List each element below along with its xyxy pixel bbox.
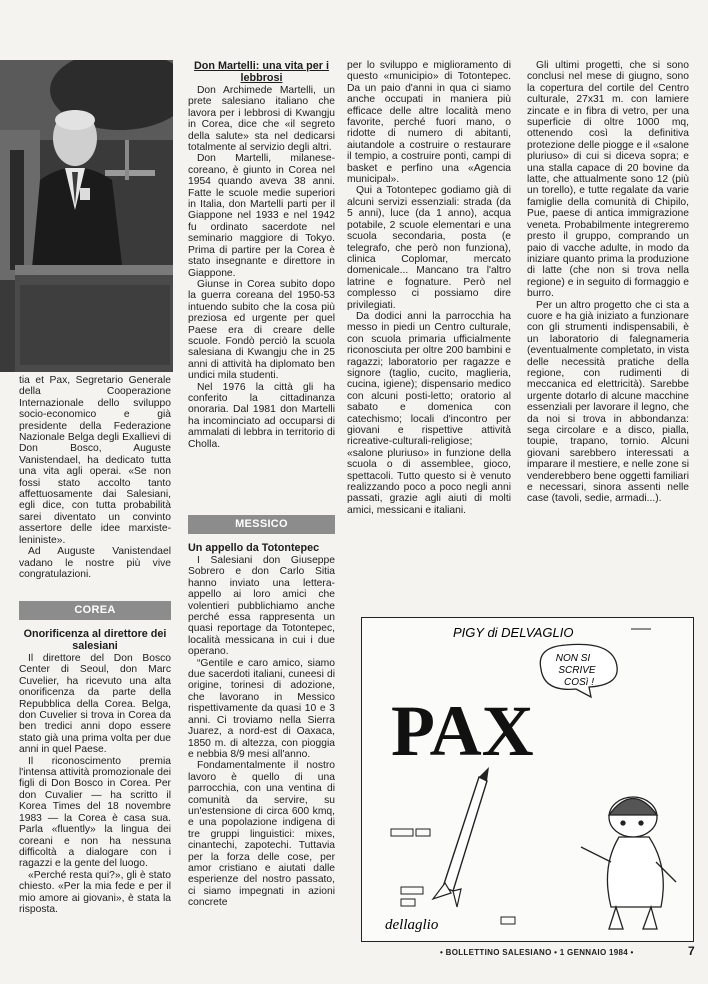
column-2-article (188, 542, 335, 909)
paragraph: Giunse in Corea subito dopo la guerra coreana del 1950-53 intuendo subito che la cosa più preziosa ed urgente per quel Paese era di creare delle scuole. Fondò perciò la scuola salesiana di Kwangju che in 25 anni di attività ha diplomato ben undici mila studenti. (188, 278, 335, 382)
section-band-messico: MESSICO (188, 515, 335, 534)
headline-onorificenza: Onorificenza al direttore dei salesiani (23, 628, 167, 652)
cartoon-drawing (361, 617, 694, 942)
speech-line-2: SCRIVE (558, 665, 596, 676)
column-1-article (19, 628, 171, 915)
headline-don-martelli: Don Martelli: una vita per i lebbrosi (194, 60, 329, 84)
paragraph: “Gentile e caro amico, siamo due sacerdoti italiani, cuneesi di origine, torinesi di adozione, che lavorano in Messico rispettivamente da quasi 10 e 3 anni. Ci troviamo nella Sierra Juarez, a nord-est di Oaxaca, 1850 m. di altezza, con pioggia e nebbia 8/9 mesi all'anno. (188, 657, 335, 760)
paragraph: per lo sviluppo e miglioramento di questo «municipio» di Totontepec. Da un paio d'anni in qua ci siamo anche occupati in maniera più efficace delle altre località meno favorite, perché fuori mano, o ridotte di numero di abitanti, aiutandole a costruire o restaurare il tempio, a costruire ponti, campi di basket e perfino una «Agencia municipal». (347, 60, 511, 186)
page-footer: • BOLLETTINO SALESIANO • 1 GENNAIO 1984 • (440, 948, 634, 957)
speech-line-3: COSì ! (563, 677, 595, 688)
cartoon-pax (361, 617, 694, 942)
cartoon-autograph: dellaglio (385, 917, 439, 933)
speech-line-1: NON SI (555, 653, 591, 664)
paragraph: Nel 1976 la città gli ha conferito la cittadinanza onoraria. Dal 1981 don Martelli ha incominciato ad occuparsi di ammalati di lebbra in territorio di Cholla. (188, 381, 335, 450)
paragraph: Gli ultimi progetti, che si sono conclusi nel mese di giugno, sono la copertura del cortile del Centro culturale, 27x31 m. con lamiere zincate e in fibra di vetro, per una superficie di oltre 1000 mq, ottenendo così la definitiva protezione delle piogge e il «salone pluriuso» di cui si diceva sopra; e una stalla capace di 20 bovine da latte, che attualmente sono 12 (più un torello), e tutte regalate da varie famiglie della comunità di Chipilo, Pue, paese di antica immigrazione veneta. Probabilmente integreremo presto il gruppo, comprando un paio di vacche adulte, in modo da iniziare quanto prima la produzione di latte (che non si trova nella regione) e in seguito di formaggio e burro. (527, 60, 689, 300)
page-number: 7 (688, 944, 695, 958)
column-1 (19, 375, 171, 580)
paragraph: Da dodici anni la parrocchia ha messo in piedi un Centro culturale, con scuola primaria ufficialmente riconosciuta per oltre 200 bambini e ragazzi; laboratorio per ragazze e signore (taglio, cucito, maglieria, cucina, igiene); dispensario medico con alcuni posti-letto; oratorio al sabato e domenica con catechismo; locali d'incontro per giovani e rispettive attività ricreative-culturali-religiose; «salone pluriuso» in funzione della scuola o di assemblee, gioco, spettacoli. Tutto questo si è venuto realizzando poco a poco negli anni passati, grazie agli aiuti di molti amici, messicani e italiani. (347, 310, 511, 516)
paragraph: Per un altro progetto che ci sta a cuore e ha già iniziato a funzionare con gli strumenti indispensabili, è un laboratorio di falegnameria (eventualmente completato, in vista delle necessità pratiche della regione, con rudimenti di meccanica ed elettricità). Sarebbe urgente dotarlo di alcune macchine essenziali per lavorare il legno, che da noi si trova in abbondanza: sega circolare e a disco, pialla, toupie, trapano, tornio. Alcuni giovani sarebbero interessati a imparare il mestiere, e nelle zone si venderebbero bene oggetti familiari e necessari, sinora assenti nelle case (tavoli, sedie, armadi...). (527, 299, 689, 505)
column-3 (347, 60, 511, 516)
speaker-photo (0, 60, 173, 372)
paragraph: Qui a Totontepec godiamo già di alcuni servizi essenziali: strada (da 5 anni), luce (da 1 anno), acqua potabile, 2 scuole elementari e una scuola secondaria, posta (e telegrafo, che però non funziona), clinica Coplomar, mercato domenicale... Mancano tra l'altro latrine e fognature. Però nel complesso ci possiamo dire privilegiati. (347, 185, 511, 311)
section-band-corea: COREA (19, 601, 171, 620)
paragraph: «Perché resta qui?», gli è stato chiesto. «Per la mia fede e per il mio amore ai giovani», è stata la risposta. (19, 869, 171, 915)
paragraph: Don Archimede Martelli, un prete salesiano italiano che lavora per i lebbrosi di Kwangju in Corea, dice che «il segreto della salute» sta nel dedicarsi totalmente al servizio degli altri. (188, 85, 335, 154)
pax-graffiti: PAX (391, 691, 534, 771)
paragraph: Fondamentalmente il nostro lavoro è quello di una parrocchia, con una ventina di comunità da servire, su un'estensione di circa 600 kmq, e una popolazione indigena di tre gruppi linguistici: mixes, cinantechi, zapotechi. Tuttavia per la forza delle cose, per amor cristiano e aiutati dalle esperienze del nostro passato, ci siamo impegnati in azioni concrete (188, 760, 335, 909)
headline-appello: Un appello da Totontepec (188, 542, 320, 554)
paragraph: I Salesiani don Giuseppe Sobrero e don Carlo Sitia hanno inviato una lettera-appello ai loro amici che volentieri pubblichiamo anche perché essa rappresenta un quasi reportage da Totontepec, località messicana in cui i due operano. (188, 555, 335, 658)
column-2 (188, 60, 335, 450)
photo-caption: tia et Pax, Segretario Generale della Cooperazione Internazionale dello sviluppo socio-economico e già presidente della Federazione Nazionale Belga degli Exallievi di Don Bosco, Auguste Vanistendael, ha dedicato tutta una vita agli operai. «Se non fossi stato accolto tanto affettuosamente dai Salesiani, egli dice, con tutta probabilità sarei diventato un convinto assertore delle idee marxiste-leniniste». (19, 375, 171, 546)
paragraph: Don Martelli, milanese-coreano, è giunto in Corea nel 1954 quando aveva 38 anni. Fatte le scuole medie superiori in Italia, don Martelli parti per il Giappone nel 1933 e nel 1942 fu ordinato sacerdote nel seminario maggiore di Tokyo. Prima di partire per la Corea è stato insegnante e direttore in Giappone. (188, 153, 335, 279)
cartoon-signature-top: PIGY di DELVAGLIO (453, 625, 574, 640)
paragraph: Il direttore del Don Bosco Center di Seoul, don Marc Cuvelier, ha ricevuto una alta onorificenza da parte della Repubblica della Corea. Belga, don Cuvelier si trova in Corea da ben tredici anni dopo essere stato già una prima volta per due anni in quel Paese. (19, 653, 171, 756)
speaker-photo-image (0, 60, 173, 372)
photo-caption-2: Ad Auguste Vanistendael vadano le nostre più vive congratulazioni. (19, 546, 171, 580)
column-4 (527, 60, 689, 505)
paragraph: Il riconoscimento premia l'intensa attività promozionale dei figli di Don Bosco in Corea. Per don Cuvalier — ha scritto il Korea Times del 18 novembre 1983 — la Corea è casa sua. Parla «fluently» la lingua dei coreani e non ha nessuna difficoltà a dialogare con i ragazzi e la gente del luogo. (19, 755, 171, 870)
